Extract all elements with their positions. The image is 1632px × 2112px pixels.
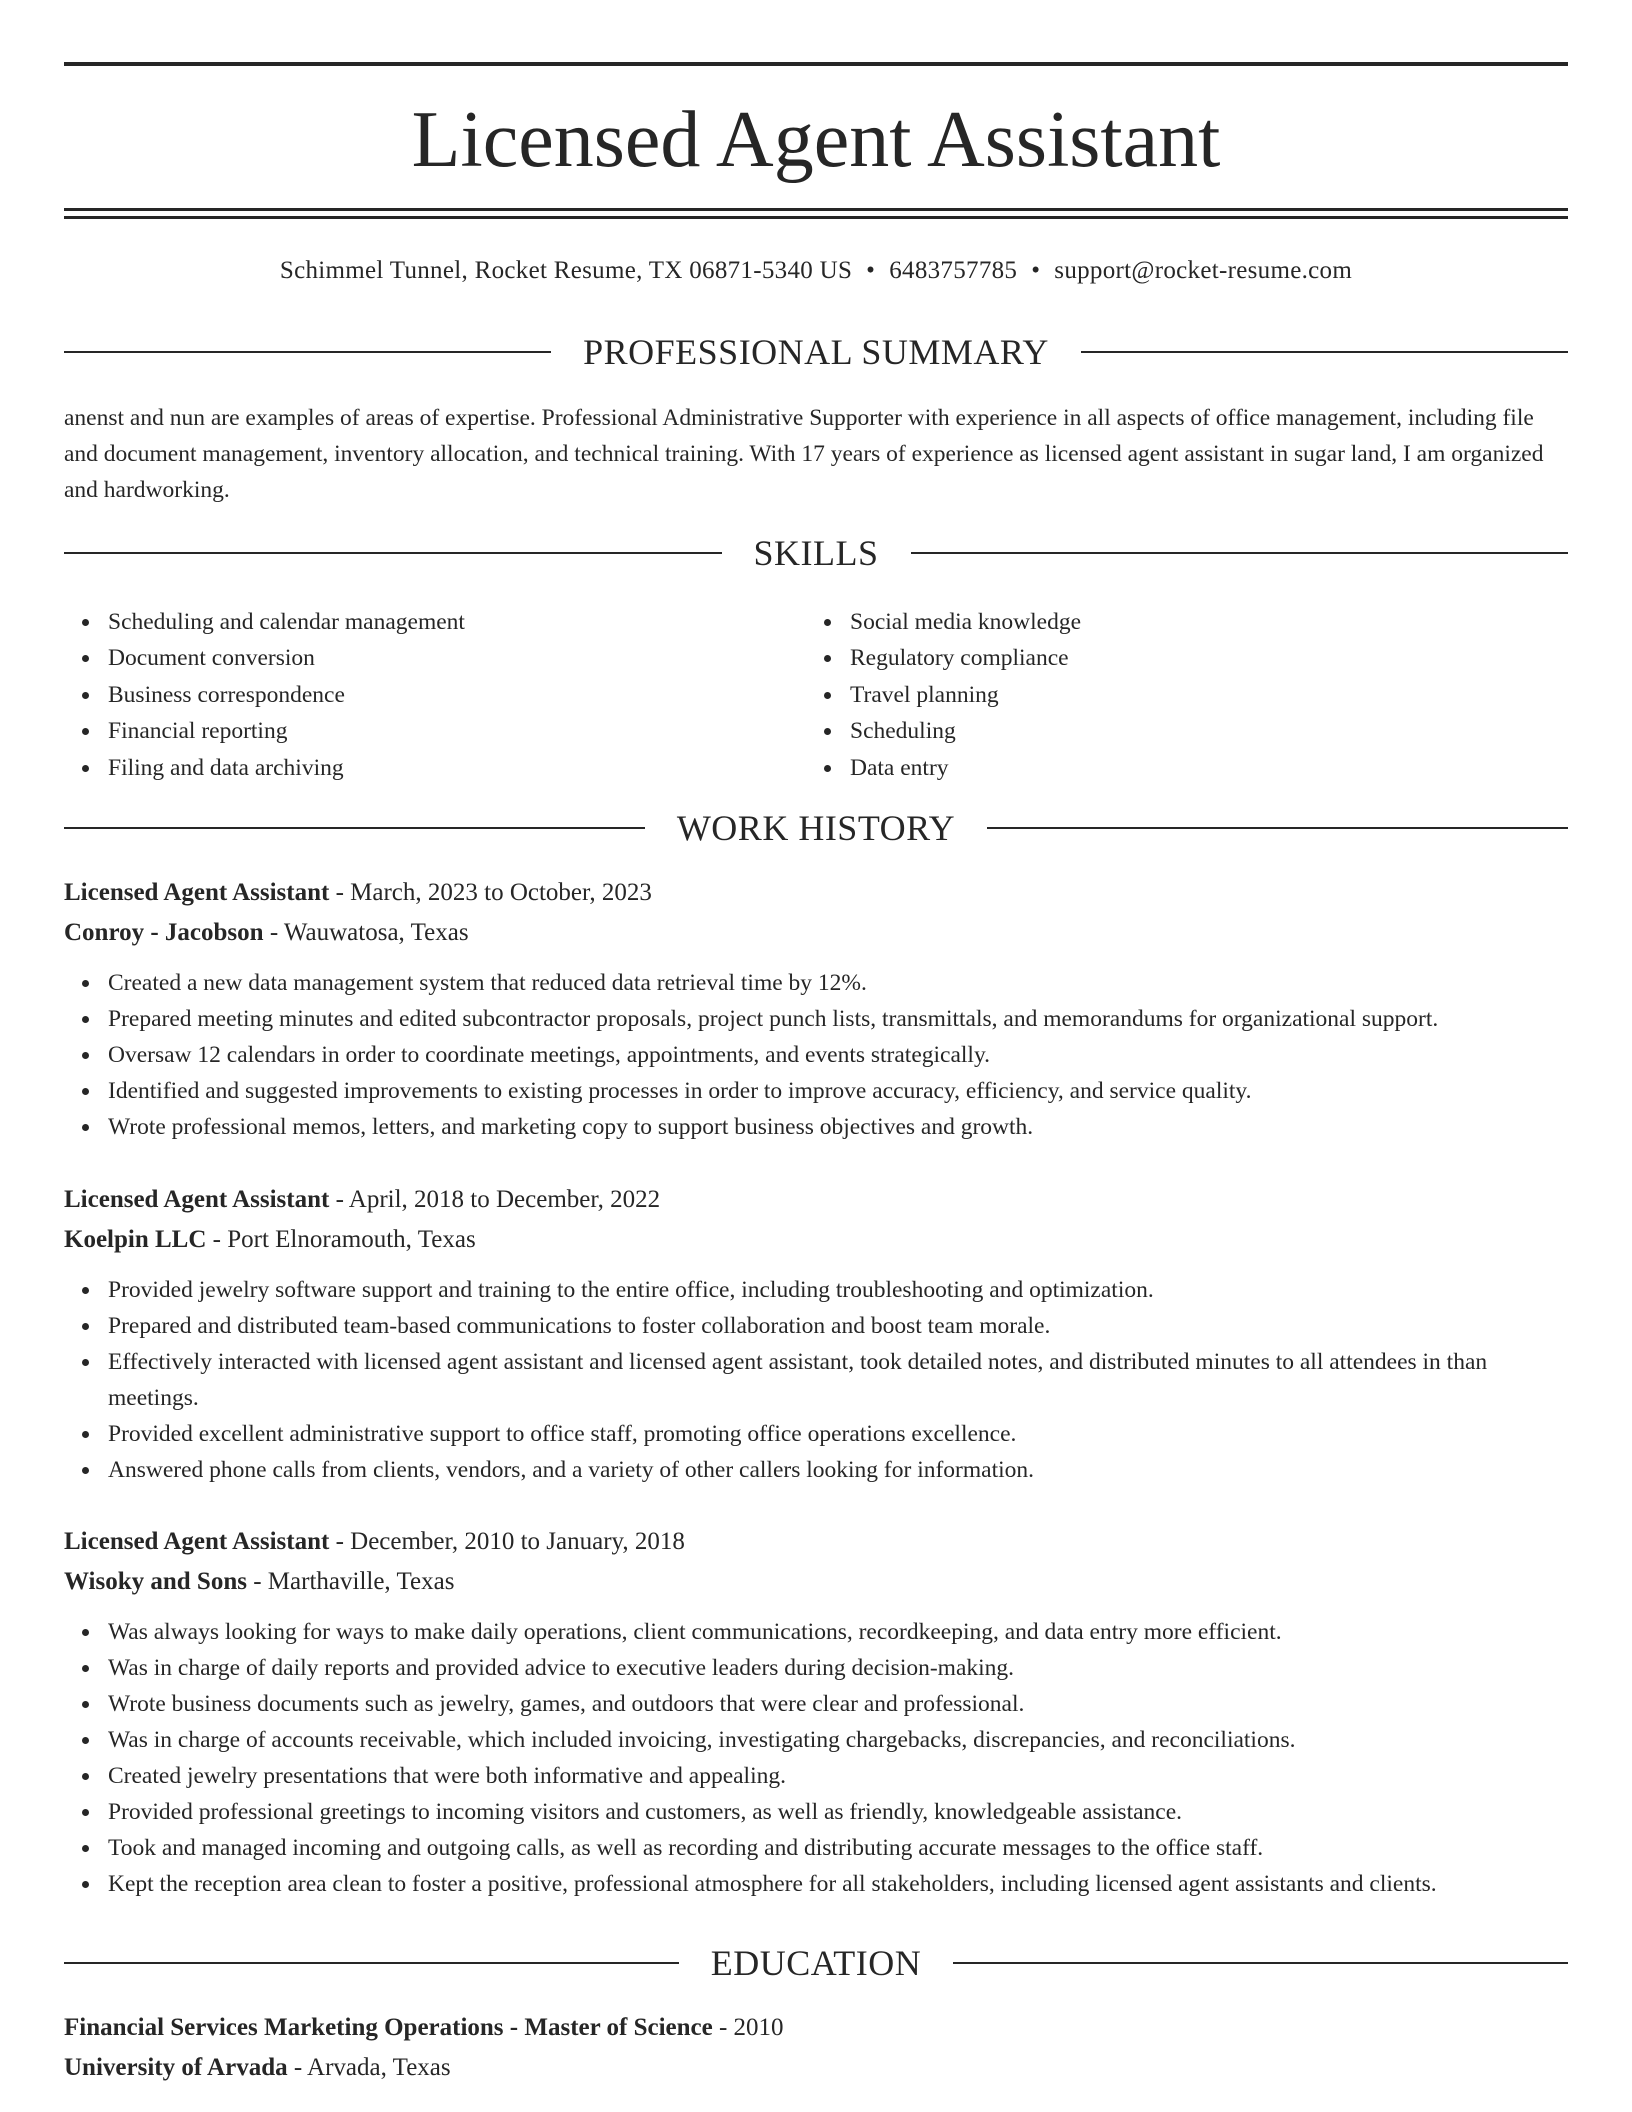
divider-line	[64, 827, 645, 829]
header-bottom-rule-2	[64, 216, 1568, 219]
job-bullet: Prepared meeting minutes and edited subcontractor proposals, project punch lists, transmittals, and memorandums for organizational support.	[108, 1001, 1568, 1037]
skill-item: Document conversion	[108, 640, 806, 676]
skills-column-2	[806, 604, 1548, 786]
job-dates: - April, 2018 to December, 2022	[329, 1186, 661, 1213]
job-title: Licensed Agent Assistant	[64, 1186, 330, 1213]
job-title-line	[64, 1180, 1568, 1220]
header-top-rule	[64, 62, 1568, 66]
job-dates: - March, 2023 to October, 2023	[329, 879, 652, 906]
job-bullet: Took and managed incoming and outgoing calls, as well as recording and distributing accurate messages to the office staff.	[108, 1830, 1568, 1866]
job-bullet: Was always looking for ways to make daily operations, client communications, recordkeeping, and data entry more efficient.	[108, 1614, 1568, 1650]
job-location: - Marthaville, Texas	[246, 1568, 455, 1595]
skills-column-1	[64, 604, 806, 786]
job-title: Licensed Agent Assistant	[64, 879, 330, 906]
job-bullet: Was in charge of daily reports and provided advice to executive leaders during decision-making.	[108, 1650, 1568, 1686]
skill-item: Data entry	[850, 750, 1548, 786]
job-bullet: Wrote professional memos, letters, and marketing copy to support business objectives and growth.	[108, 1109, 1568, 1145]
education-degree-line	[64, 2008, 1568, 2048]
job-bullet: Created a new data management system that reduced data retrieval time by 12%.	[108, 965, 1568, 1001]
job-bullets	[64, 965, 1568, 1145]
skill-item: Travel planning	[850, 677, 1548, 713]
job-title: Licensed Agent Assistant	[64, 1528, 330, 1555]
education-degree: Financial Services Marketing Operations - Master of Science	[64, 2014, 713, 2041]
education-year: - 2010	[712, 2014, 784, 2041]
job-company-line	[64, 1562, 1568, 1602]
job-entry	[64, 1180, 1568, 1488]
skills-heading	[64, 531, 1568, 575]
divider-line	[64, 1962, 679, 1964]
job-bullet: Effectively interacted with licensed agent assistant and licensed agent assistant, took detailed notes, and distributed minutes to all attendees in than meetings.	[108, 1344, 1568, 1416]
job-bullet: Wrote business documents such as jewelry, games, and outdoors that were clear and professional.	[108, 1686, 1568, 1722]
skills-list	[64, 604, 1568, 786]
skill-item: Regulatory compliance	[850, 640, 1548, 676]
skill-item: Scheduling	[850, 713, 1548, 749]
section-title: SKILLS	[753, 533, 879, 573]
divider-line	[64, 552, 722, 554]
divider-line	[953, 1962, 1568, 1964]
skill-item: Business correspondence	[108, 677, 806, 713]
job-bullet: Provided professional greetings to incoming visitors and customers, as well as friendly, knowledgeable assistance.	[108, 1794, 1568, 1830]
section-title: WORK HISTORY	[676, 808, 956, 848]
divider-line	[911, 552, 1569, 554]
education-school: University of Arvada	[64, 2054, 288, 2081]
divider-line	[64, 351, 551, 353]
skill-item: Filing and data archiving	[108, 750, 806, 786]
job-company: Koelpin LLC	[64, 1226, 207, 1253]
contact-separator: •	[866, 257, 876, 284]
contact-line	[64, 254, 1568, 288]
contact-separator: •	[1031, 257, 1041, 284]
skill-item: Financial reporting	[108, 713, 806, 749]
education-heading	[64, 1941, 1568, 1985]
job-bullet: Prepared and distributed team-based communications to foster collaboration and boost team morale.	[108, 1308, 1568, 1344]
job-entry	[64, 873, 1568, 1145]
candidate-name: Licensed Agent Assistant	[411, 96, 1221, 184]
job-bullet: Answered phone calls from clients, vendors, and a variety of other callers looking for information.	[108, 1452, 1568, 1488]
job-company: Conroy - Jacobson	[64, 919, 264, 946]
job-bullets	[64, 1614, 1568, 1902]
job-company-line	[64, 913, 1568, 953]
contact-email: support@rocket-resume.com	[1054, 257, 1353, 284]
job-dates: - December, 2010 to January, 2018	[329, 1528, 685, 1555]
job-title-line	[64, 873, 1568, 913]
work-history-heading	[64, 806, 1568, 850]
job-bullet: Kept the reception area clean to foster a positive, professional atmosphere for all stakeholders, including licensed agent assistants and clients.	[108, 1866, 1568, 1902]
job-location: - Port Elnoramouth, Texas	[206, 1226, 476, 1253]
education-entry	[64, 2008, 1568, 2088]
contact-phone: 6483757785	[889, 257, 1018, 284]
section-title: PROFESSIONAL SUMMARY	[583, 332, 1049, 372]
job-bullet: Oversaw 12 calendars in order to coordinate meetings, appointments, and events strategically.	[108, 1037, 1568, 1073]
summary-heading	[64, 330, 1568, 374]
job-company-line	[64, 1220, 1568, 1260]
job-bullet: Provided excellent administrative support to office staff, promoting office operations excellence.	[108, 1416, 1568, 1452]
job-company: Wisoky and Sons	[64, 1568, 247, 1595]
divider-line	[1081, 351, 1568, 353]
summary-text: anenst and nun are examples of areas of expertise. Professional Administrative Supporter with experience in all aspects of office management, including file and document management, inventory allocation, and technical training. With 17 years of experience as licensed agent assistant in sugar land, I am organized and hardworking.	[64, 405, 1544, 503]
job-bullets	[64, 1272, 1568, 1488]
contact-address: Schimmel Tunnel, Rocket Resume, TX 06871-5340 US	[279, 257, 853, 284]
job-entry	[64, 1522, 1568, 1902]
job-title-line	[64, 1522, 1568, 1562]
section-title: EDUCATION	[710, 1943, 922, 1983]
job-bullet: Identified and suggested improvements to existing processes in order to improve accuracy, efficiency, and service quality.	[108, 1073, 1568, 1109]
skill-item: Social media knowledge	[850, 604, 1548, 640]
divider-line	[987, 827, 1568, 829]
job-bullet: Provided jewelry software support and training to the entire office, including troubleshooting and optimization.	[108, 1272, 1568, 1308]
education-school-line	[64, 2048, 1568, 2088]
job-bullet: Was in charge of accounts receivable, which included invoicing, investigating chargebacks, discrepancies, and reconciliations.	[108, 1722, 1568, 1758]
education-location: - Arvada, Texas	[287, 2054, 451, 2081]
header-bottom-rule	[64, 208, 1568, 211]
job-location: - Wauwatosa, Texas	[263, 919, 469, 946]
job-bullet: Created jewelry presentations that were both informative and appealing.	[108, 1758, 1568, 1794]
skill-item: Scheduling and calendar management	[108, 604, 806, 640]
